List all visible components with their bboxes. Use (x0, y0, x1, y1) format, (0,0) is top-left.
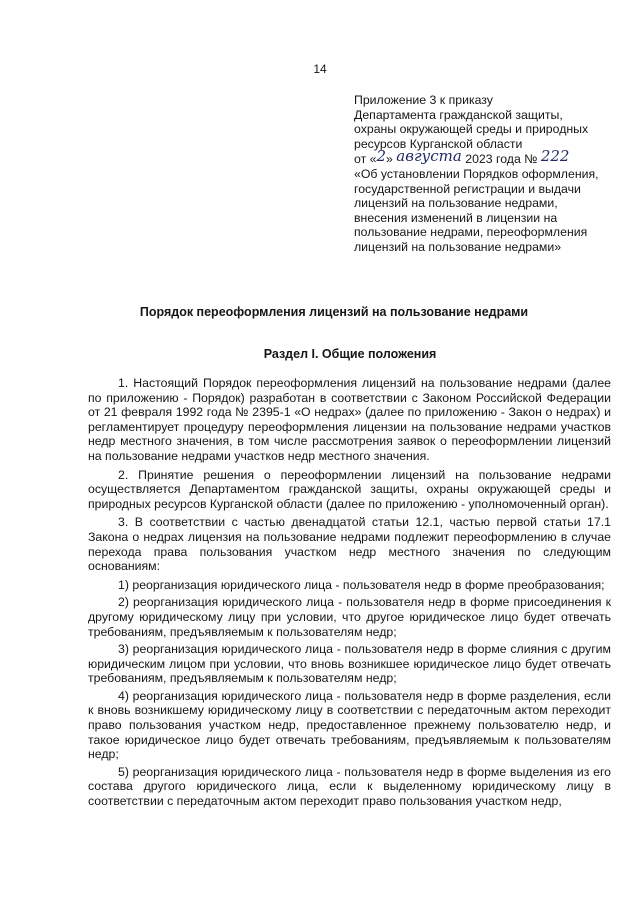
paragraph: 1. Настоящий Порядок переоформления лицензий на пользование недрами (далее по приложению - Порядок) разработан в соответствии с Законом Российской Федерации от 21 февраля 1992 года № 2395-1 «О недрах» (далее по приложению - Закон о недрах) и регламентирует процедуру переоформления лицензии на пользование недрами участков недр местного значения, в том числе рассмотрения заявок о переоформлении лицензий на пользование недрами участков недр местного значения. (88, 376, 611, 463)
page-number: 14 (313, 62, 327, 76)
section-heading: Раздел I. Общие положения (263, 347, 437, 361)
appendix-header (354, 93, 616, 255)
list-item: 2) реорганизация юридического лица - пользователя недр в форме присоединения к другому юридическому лицу при условии, что другое юридическое лицо будет отвечать требованиям, предъявляемым к пользователям недр; (88, 595, 611, 639)
handwritten-day: 2 (376, 147, 387, 166)
appendix-line: Приложение 3 к приказу (354, 93, 493, 107)
appendix-line: охраны окружающей среды и природных (354, 122, 589, 137)
date-prefix: от « (354, 152, 377, 167)
appendix-subject-line: государственной регистрации и выдачи (354, 181, 581, 196)
order-date-line (354, 147, 616, 167)
document-title: Порядок переоформления лицензий на пользование недрами (139, 305, 529, 319)
appendix-subject-line: лицензий на пользование недрами, (354, 196, 558, 211)
date-mid: » (386, 152, 393, 167)
paragraph: 2. Принятие решения о переоформлении лицензий на пользование недрами осуществляется Департаментом гражданской защиты, охраны окружающей среды и природных ресурсов Курганской области (далее по приложению - уполномоченный орган). (88, 467, 611, 511)
date-year: 2023 года № (465, 152, 538, 167)
appendix-line: ресурсов Курганской области (354, 136, 523, 151)
appendix-subject-line: «Об установлении Порядков оформления, (354, 166, 599, 181)
handwritten-month: августа (396, 147, 462, 166)
list-item: 4) реорганизация юридического лица - пользователя недр в форме разделения, если к вновь возникшему юридическому лицу в соответствии с передаточным актом переходит право пользования участком недр, предоставленное прежнему пользователю недр, и такое юридическое лицо будет отвечать требованиям, предъявляемым к пользователям недр; (88, 688, 611, 762)
paragraph: 3. В соответствии с частью двенадцатой статьи 12.1, частью первой статьи 17.1 Закона о недрах лицензия на пользование недрами подлежит переоформлению в случае перехода права пользования участком недр местного значения по следующим основаниям: (88, 515, 611, 574)
appendix-subject-line: лицензий на пользование недрами» (354, 239, 562, 254)
list-item: 3) реорганизация юридического лица - пользователя недр в форме слияния с другим юридическим лицом при условии, что вновь возникшее юридическое лицо будет отвечать требованиям, предъявляемым к пользователям недр; (88, 642, 611, 686)
list-item: 1) реорганизация юридического лица - пользователя недр в форме преобразования; (118, 577, 605, 592)
appendix-line: Департамента гражданской защиты, (354, 107, 563, 122)
list-item: 5) реорганизация юридического лица - пользователя недр в форме выделения из его состава другого юридического лица, если к выделенному юридическому лицу в соответствии с передаточным актом переходит право пользования участком недр, (88, 764, 611, 809)
appendix-subject-line: пользование недрами, переоформления (354, 225, 588, 240)
handwritten-number: 222 (540, 147, 570, 166)
appendix-subject-line: внесения изменений в лицензии на (354, 210, 558, 225)
document-body (88, 376, 611, 812)
